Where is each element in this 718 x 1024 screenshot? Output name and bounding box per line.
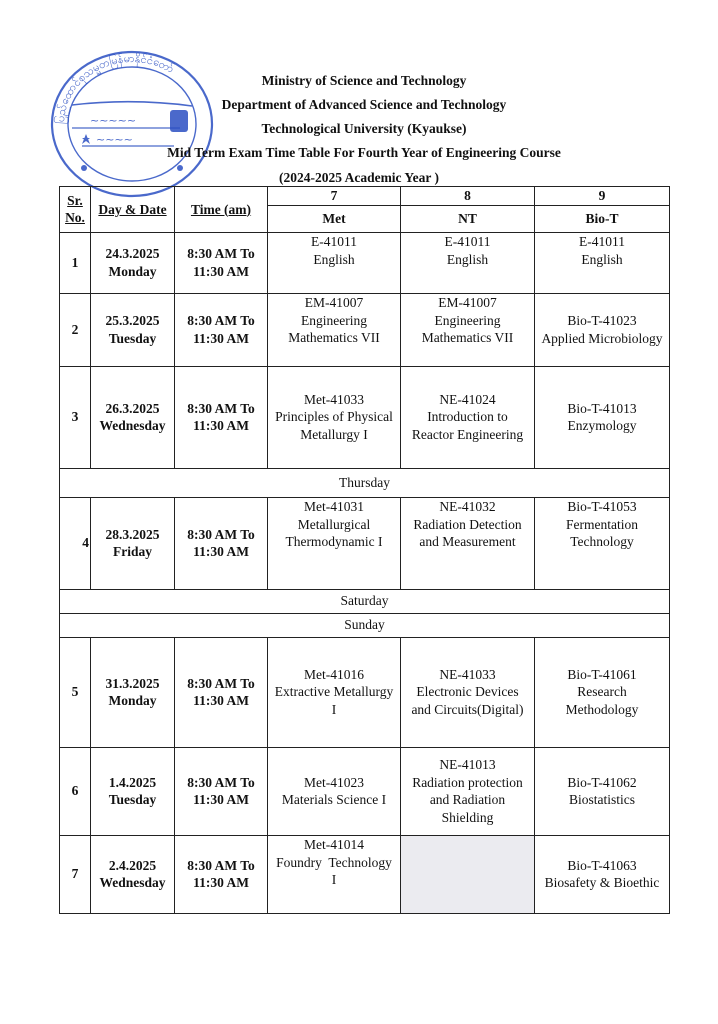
- subject-name: Enzymology: [567, 418, 637, 434]
- time-cell: [175, 232, 268, 293]
- header-group-name: NT: [401, 205, 535, 232]
- subject-name: Materials Science I: [281, 792, 387, 808]
- time-cell: [175, 293, 268, 366]
- date-cell: [91, 747, 175, 835]
- subject-name: English: [313, 251, 355, 267]
- exam-title: Mid Term Exam Time Table For Fourth Year of Engineering Course: [167, 145, 561, 160]
- header-time: [175, 187, 268, 233]
- met-subject-cell: [268, 747, 401, 835]
- subject-name: Methodology: [565, 702, 639, 718]
- subject-name: English: [446, 251, 489, 267]
- header-group-name: Bio-T: [535, 205, 670, 232]
- table-row: [60, 835, 670, 913]
- time-end: 11:30 AM: [193, 544, 249, 560]
- nt-subject-cell: [401, 293, 535, 366]
- date: 28.3.2025: [105, 526, 160, 542]
- subject-name: Research: [577, 684, 627, 700]
- subject-code: Bio-T-41023: [567, 313, 637, 328]
- subject-name: Radiation Detection: [413, 516, 522, 532]
- time-start: 8:30 AM To: [187, 675, 255, 691]
- weekday: Tuesday: [108, 792, 157, 808]
- time-label: Time (am): [190, 201, 252, 217]
- time-cell: [175, 637, 268, 747]
- time-cell: [175, 366, 268, 468]
- subject-name: Reactor Engineering: [411, 427, 524, 443]
- weekday: Wednesday: [99, 418, 166, 434]
- subject-name: Applied Microbiology: [541, 330, 663, 346]
- sr-cell: 7: [60, 835, 91, 913]
- subject-name: Electronic Devices: [416, 684, 519, 700]
- date: 31.3.2025: [105, 675, 160, 691]
- table-row: [60, 637, 670, 747]
- subject-name: Metallurgical: [297, 516, 371, 532]
- header-group-num: 7: [268, 187, 401, 206]
- date-cell: [91, 293, 175, 366]
- subject-code: NE-41032: [439, 498, 496, 514]
- nt-subject-cell: [401, 366, 535, 468]
- met-subject-cell: [268, 232, 401, 293]
- svg-text:~~~~~: ~~~~~: [90, 114, 137, 127]
- holiday-row: [60, 468, 670, 497]
- subject-name: English: [581, 251, 623, 267]
- subject-code: Bio-T-41061: [567, 666, 637, 682]
- time-start: 8:30 AM To: [187, 774, 255, 790]
- bio-subject-cell: [535, 497, 670, 589]
- table-row: [60, 497, 670, 589]
- sr-cell: 2: [60, 293, 91, 366]
- subject-name: Thermodynamic I: [285, 534, 383, 550]
- date-cell: [91, 497, 175, 589]
- bio-subject-cell: [535, 232, 670, 293]
- time-end: 11:30 AM: [193, 875, 249, 891]
- subject-code: Met-41031: [304, 498, 364, 514]
- subject-code: Bio-T-41062: [567, 774, 637, 790]
- bio-subject-cell: [535, 747, 670, 835]
- holiday-row: [60, 613, 670, 637]
- date-cell: [91, 637, 175, 747]
- time-start: 8:30 AM To: [187, 400, 255, 416]
- subject-name: and Radiation: [429, 792, 506, 808]
- subject-code: Met-41014: [304, 836, 364, 852]
- sr-cell: 1: [60, 232, 91, 293]
- met-subject-cell: [268, 366, 401, 468]
- subject-code: Bio-T-41053: [567, 498, 637, 514]
- stamp-text: ပြည်ထောင်စုသမ္မတမြန်မာနိုင်ငံတော်: [53, 51, 176, 125]
- subject-name: Technology: [570, 534, 634, 550]
- subject-name: Principles of Physical: [275, 409, 393, 425]
- date-cell: [91, 366, 175, 468]
- nt-subject-cell: [401, 637, 535, 747]
- bio-subject-cell: [535, 637, 670, 747]
- subject-code: EM-41007: [304, 294, 364, 310]
- met-subject-cell: [268, 497, 401, 589]
- subject-name: Extractive Metallurgy: [274, 684, 394, 700]
- sr-label: Sr.: [67, 192, 83, 208]
- weekday: Monday: [108, 263, 157, 279]
- bio-subject-cell: [535, 293, 670, 366]
- ministry-title: Ministry of Science and Technology: [261, 73, 467, 88]
- date: 26.3.2025: [105, 400, 160, 416]
- table-row: [60, 232, 670, 293]
- nt-subject-cell: [401, 497, 535, 589]
- subject-code: EM-41007: [438, 294, 497, 310]
- subject-name: Mathematics VII: [421, 330, 514, 346]
- subject-name: Biostatistics: [568, 792, 635, 808]
- subject-name: Shielding: [441, 810, 494, 826]
- weekday: Friday: [113, 544, 152, 560]
- nt-empty-cell: [401, 835, 535, 913]
- header-day-date: Day & Date: [91, 187, 175, 233]
- time-end: 11:30 AM: [193, 263, 249, 279]
- holiday-thursday: Thursday: [60, 468, 670, 497]
- subject-code: Met-41033: [304, 391, 364, 407]
- bio-subject-cell: [535, 835, 670, 913]
- academic-year: (2024-2025 Academic Year ): [278, 170, 440, 185]
- subject-code: NE-41024: [439, 391, 496, 407]
- subject-name: and Circuits(Digital): [411, 702, 524, 718]
- time-end: 11:30 AM: [193, 792, 249, 808]
- table-row: [60, 747, 670, 835]
- subject-name: Foundry Technology: [276, 854, 392, 870]
- table-row: [60, 293, 670, 366]
- time-start: 8:30 AM To: [187, 246, 255, 261]
- subject-code: Met-41023: [304, 774, 364, 790]
- date: 24.3.2025: [105, 246, 160, 261]
- svg-text:~~~~: ~~~~: [96, 133, 133, 146]
- date-cell: [91, 232, 175, 293]
- no-label: No.: [65, 210, 85, 226]
- date-cell: [91, 835, 175, 913]
- time-end: 11:30 AM: [193, 330, 249, 346]
- weekday: Monday: [108, 693, 157, 709]
- header-group-num: 9: [535, 187, 670, 206]
- subject-name: and Measurement: [419, 534, 516, 550]
- subject-code: Bio-T-41013: [567, 400, 637, 416]
- subject-code: E-41011: [311, 233, 357, 249]
- time-cell: [175, 497, 268, 589]
- subject-name: Introduction to: [427, 409, 508, 425]
- weekday: Tuesday: [108, 330, 157, 346]
- time-start: 8:30 AM To: [187, 313, 255, 328]
- table-row: [60, 366, 670, 468]
- subject-code: Met-41016: [304, 666, 364, 682]
- holiday-row: [60, 589, 670, 613]
- nt-subject-cell: [401, 232, 535, 293]
- time-cell: [175, 835, 268, 913]
- subject-name: I: [331, 872, 337, 888]
- subject-code: NE-41013: [439, 756, 496, 772]
- exam-timetable: [59, 186, 670, 914]
- subject-name: Engineering: [301, 312, 367, 328]
- subject-name: Radiation protection: [412, 774, 523, 790]
- time-start: 8:30 AM To: [187, 857, 255, 873]
- sr-cell: 4: [60, 497, 91, 589]
- subject-code: Bio-T-41063: [567, 857, 637, 873]
- time-end: 11:30 AM: [193, 693, 249, 709]
- subject-name: Biosafety & Bioethic: [544, 875, 660, 891]
- subject-code: E-41011: [444, 233, 491, 249]
- sr-cell: 6: [60, 747, 91, 835]
- holiday-saturday: Saturday: [60, 589, 670, 613]
- nt-subject-cell: [401, 747, 535, 835]
- holiday-sunday: Sunday: [60, 613, 670, 637]
- header-group-num: 8: [401, 187, 535, 206]
- time-start: 8:30 AM To: [187, 526, 255, 542]
- time-cell: [175, 747, 268, 835]
- header-group-name: Met: [268, 205, 401, 232]
- subject-name: Fermentation: [566, 516, 638, 532]
- met-subject-cell: [268, 835, 401, 913]
- subject-name: Mathematics VII: [288, 330, 380, 346]
- subject-name: I: [331, 702, 337, 718]
- subject-code: E-41011: [579, 233, 625, 249]
- university-title: Technological University (Kyaukse): [261, 121, 467, 136]
- sr-cell: 3: [60, 366, 91, 468]
- date: 1.4.2025: [108, 774, 157, 790]
- subject-name: Engineering: [434, 312, 501, 328]
- met-subject-cell: [268, 637, 401, 747]
- subject-name: Metallurgy I: [300, 427, 368, 443]
- time-end: 11:30 AM: [193, 418, 249, 434]
- met-subject-cell: [268, 293, 401, 366]
- date: 2.4.2025: [108, 857, 157, 873]
- header-sr-no: [60, 187, 91, 233]
- bio-subject-cell: [535, 366, 670, 468]
- department-title: Department of Advanced Science and Technology: [221, 97, 507, 112]
- subject-code: NE-41033: [439, 666, 496, 682]
- weekday: Wednesday: [99, 875, 166, 891]
- sr-cell: 5: [60, 637, 91, 747]
- date: 25.3.2025: [105, 313, 160, 328]
